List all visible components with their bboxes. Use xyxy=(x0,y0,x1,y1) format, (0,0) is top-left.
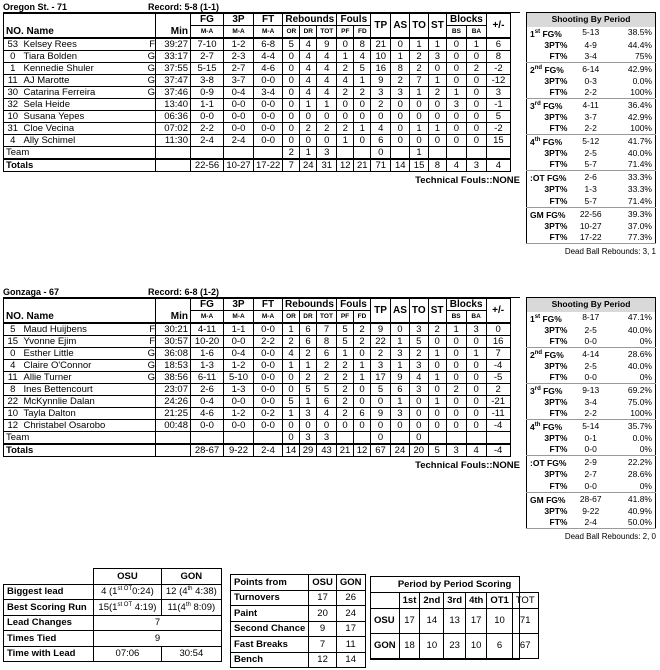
technical-fouls: Technical Fouls::NONE xyxy=(415,460,520,471)
best-run-row: Best Scoring Run $15(1^{st OT}$ 4:19) 11(4th 8:09) xyxy=(4,600,222,616)
player-row: 8 Ines Bettencourt 23:07 2-6 1-3 0-0 0 5 5 2 0 5 6 3 0 2 0 2 xyxy=(4,384,511,396)
period-fg-row: :OT FG% 2-9 22.2% xyxy=(527,456,656,469)
points-from-table: Points from OSU GON Turnovers 17 26 Paint 20 24 Second Chance 9 17 Fast Breaks 7 11 Bench 12 14 xyxy=(230,574,366,668)
player-row: 0 Esther Little G 36:08 1-6 0-4 0-0 4 2 6 1 0 2 3 2 1 0 1 7 xyxy=(4,348,511,360)
period-fg-row: 3rd FG% 9-13 69.2% xyxy=(527,383,656,396)
player-row: 10 Susana Yepes 06:36 0-0 0-0 0-0 0 0 0 0 0 0 0 0 0 0 0 5 xyxy=(4,111,511,123)
times-tied-row: Times Tied 9 xyxy=(4,631,222,647)
period-fg-row: GM FG% 22-56 39.3% xyxy=(527,207,656,220)
player-row: 4 Claire O'Connor G 18:53 1-3 1-2 0-0 1 1 2 2 1 3 1 3 0 0 0 -4 xyxy=(4,360,511,372)
player-row: 4 Ally Schimel 11:30 2-4 2-4 0-0 0 0 0 1 0 6 0 0 0 0 0 15 xyxy=(4,135,511,147)
period-fg-row: GM FG% 28-67 41.8% xyxy=(527,492,656,505)
period-fg-row: 2nd FG% 6-14 42.9% xyxy=(527,62,656,75)
header-row: NO. Name Min FG 3P FT Rebounds Fouls TP AS TO ST Blocks +/- xyxy=(4,14,511,26)
totals-row: Totals 28-67 9-22 2-4 14 29 43 21 12 67 24 20 5 3 4 -4 xyxy=(4,444,511,457)
player-row: 10 Tayla Dalton 21:25 4-6 1-2 0-2 1 3 4 2 6 9 3 0 0 0 0 -11 xyxy=(4,408,511,420)
player-row: 30 Catarina Ferreira G 37:46 0-9 0-4 3-4 0 4 4 2 2 3 3 1 2 1 0 3 xyxy=(4,87,511,99)
player-row: 11 Allie Turner G 38:56 6-11 5-10 0-0 0 2 2 2 1 17 9 4 1 0 0 -5 xyxy=(4,372,511,384)
shooting-by-period-gonzaga xyxy=(526,297,656,541)
totals-row: Totals 22-56 10-27 17-22 7 24 31 12 21 71 14 15 8 4 3 4 xyxy=(4,159,511,172)
sbp-title: Shooting By Period xyxy=(527,298,656,312)
period-scoring-box xyxy=(370,576,535,660)
period-fg-row: 3rd FG% 4-11 36.4% xyxy=(527,98,656,111)
dead-ball-rebounds: Dead Ball Rebounds: 2, 0 xyxy=(564,531,656,541)
period-fg-row: :OT FG% 2-6 33.3% xyxy=(527,171,656,184)
time-with-lead-row: Time with Lead 07:06 30:54 xyxy=(4,646,222,662)
team-header xyxy=(3,2,520,13)
box-score-table: NO. Name Min FG 3P FT Rebounds Fouls TP AS TO ST Blocks +/- M-A M-A M-A OR DR TOT PF FD BS BA 53 Kelsey Rees F 39:27 7-10 1-2 6-8 5 4 9 0 8 21 0 1 1 0 1 6 0 Tiara Bolden G 33:17 2-7 2-3 4-4 0 4 4 1 4 10 1 2 3 0 0 8 1 Kennedie Shuler G 37:55 5-15 2-7 4-6 0 4 4 2 5 16 8 2 0 0 2 -2 11 AJ Marotte G 37:47 3-8 3-7 0-0 0 4 4 4 1 9 2 7 1 0 0 -12 30 Catarina Ferreira G 37:46 0-9 0-4 3-4 0 4 4 2 2 3 3 1 2 1 0 3 32 Sela Heide 13:40 1-1 0-0 0-0 0 1 1 0 0 2 0 0 0 3 0 -1 10 Susana Yepes 06:36 0-0 0-0 0-0 0 0 0 0 0 0 0 0 0 0 0 5 31 Cloe Vecina 07:02 2-2 0-0 0-0 0 2 2 2 1 4 0 1 1 0 0 -2 4 Ally Schimel 11:30 2-4 2-4 0-0 0 0 0 1 0 6 0 0 0 0 0 15 Team 2 1 3 0 1 Totals 22-56 10-27 17-22 7 24 31 12 21 71 14 15 8 4 3 4 xyxy=(3,13,511,172)
points-from-row: Second Chance 9 17 xyxy=(231,621,366,637)
team-row: Team 2 1 3 0 1 xyxy=(4,147,511,160)
player-row: 12 Christabel Osarobo 00:48 0-0 0-0 0-0 0 0 0 0 0 0 0 0 0 0 0 -4 xyxy=(4,420,511,432)
team-section-osu xyxy=(3,2,520,186)
biggest-lead-row: Biggest lead 4 $(1^{st OT}0:24)$ 12 (4th 4:38) xyxy=(4,584,222,600)
osu-col-header: OSU xyxy=(94,569,162,585)
lead-changes-row: Lead Changes 7 xyxy=(4,615,222,631)
period-fg-row: 2nd FG% 4-14 28.6% xyxy=(527,347,656,360)
player-row: 15 Yvonne Ejim F 30:57 10-20 0-0 2-2 2 6 8 5 2 22 1 5 0 0 0 16 xyxy=(4,336,511,348)
period-fg-row: 1st FG% 5-13 38.5% xyxy=(527,27,656,40)
points-from-row: Fast Breaks 7 11 xyxy=(231,637,366,653)
shooting-by-period-table: Shooting By Period 1st FG% 5-13 38.5% 3PT% 4-9 44.4% FT% 3-4 75% 2nd FG% 6-14 42.9% 3PT% 0-3 0.0% FT% 2-2 100% 3rd FG% 4-11 36.4% 3PT% 3-7 42.9% FT% 2-2 100% 4th FG% 5-12 41.7% 3PT% 2-5 40.0% FT% 5-7 71.4% :OT FG% 2-6 33.3% 3PT% 1-3 33.3% FT% 5-7 71.4% GM FG% 22-56 39.3% 3PT% 10-27 37.0% FT% 17-22 77.3% xyxy=(526,12,656,244)
box-score-table: NO. Name Min FG 3P FT Rebounds Fouls TP AS TO ST Blocks +/- M-A M-A M-A OR DR TOT PF FD BS BA 5 Maud Huijbens F 30:21 4-11 1-1 0-0 1 6 7 5 2 9 0 3 2 1 3 0 15 Yvonne Ejim F 30:57 10-20 0-0 2-2 2 6 8 5 2 22 1 5 0 0 0 16 0 Esther Little G 36:08 1-6 0-4 0-0 4 2 6 1 0 2 3 2 1 0 1 7 4 Claire O'Connor G 18:53 1-3 1-2 0-0 1 1 2 2 1 3 1 3 0 0 0 -4 11 Allie Turner G 38:56 6-11 5-10 0-0 0 2 2 2 1 17 9 4 1 0 0 -5 8 Ines Bettencourt 23:07 2-6 1-3 0-0 0 5 5 2 0 5 6 3 0 2 0 2 22 McKynnlie Dalan 24:26 0-4 0-0 0-0 5 1 6 2 0 0 1 0 1 0 0 -21 10 Tayla Dalton 21:25 4-6 1-2 0-2 1 3 4 2 6 9 3 0 0 0 0 -11 12 Christabel Osarobo 00:48 0-0 0-0 0-0 0 0 0 0 0 0 0 0 0 0 0 -4 Team 0 3 3 0 0 Totals 28-67 9-22 2-4 14 29 43 21 12 67 24 20 5 3 4 -4 xyxy=(3,298,511,457)
shooting-by-period-table: Shooting By Period 1st FG% 8-17 47.1% 3PT% 2-5 40.0% FT% 0-0 0% 2nd FG% 4-14 28.6% 3PT% 2-5 40.0% FT% 0-0 0% 3rd FG% 9-13 69.2% 3PT% 3-4 75.0% FT% 2-2 100% 4th FG% 5-14 35.7% 3PT% 0-1 0.0% FT% 0-0 0% :OT FG% 2-9 22.2% 3PT% 2-7 28.6% FT% 0-0 0% GM FG% 28-67 41.8% 3PT% 9-22 40.9% FT% 2-4 50.0% xyxy=(526,297,656,529)
shooting-by-period-osu xyxy=(526,12,656,256)
player-row: 31 Cloe Vecina 07:02 2-2 0-0 0-0 0 2 2 2 1 4 0 1 1 0 0 -2 xyxy=(4,123,511,135)
team-section-gonzaga xyxy=(3,287,520,471)
points-from-row: Bench 12 14 xyxy=(231,652,366,668)
game-summary-table xyxy=(3,568,222,662)
player-row: 0 Tiara Bolden G 33:17 2-7 2-3 4-4 0 4 4 1 4 10 1 2 3 0 0 8 xyxy=(4,51,511,63)
period-fg-row: 4th FG% 5-12 41.7% xyxy=(527,135,656,148)
team-record: Record: 6-8 (1-2) xyxy=(148,287,220,297)
player-row: 1 Kennedie Shuler G 37:55 5-15 2-7 4-6 0 4 4 2 5 16 8 2 0 0 2 -2 xyxy=(4,63,511,75)
player-row: 53 Kelsey Rees F 39:27 7-10 1-2 6-8 5 4 9 0 8 21 0 1 1 0 1 6 xyxy=(4,38,511,51)
team-row: Team 0 3 3 0 0 xyxy=(4,432,511,445)
sbp-title: Shooting By Period xyxy=(527,13,656,27)
dead-ball-rebounds: Dead Ball Rebounds: 3, 1 xyxy=(564,246,656,256)
technical-fouls: Technical Fouls::NONE xyxy=(415,175,520,186)
gon-col-header: GON xyxy=(161,569,221,585)
period-fg-row: 1st FG% 8-17 47.1% xyxy=(527,312,656,325)
points-from-row: Paint 20 24 xyxy=(231,606,366,622)
period-score-row: GON 18 10 23 10 6 67 xyxy=(371,633,538,658)
player-row: 22 McKynnlie Dalan 24:26 0-4 0-0 0-0 5 1 6 2 0 0 1 0 1 0 0 -21 xyxy=(4,396,511,408)
team-title: Oregon St. - 71 xyxy=(3,2,68,12)
team-record: Record: 5-8 (1-1) xyxy=(148,2,220,12)
player-row: 32 Sela Heide 13:40 1-1 0-0 0-0 0 1 1 0 0 2 0 0 0 3 0 -1 xyxy=(4,99,511,111)
player-row: 11 AJ Marotte G 37:47 3-8 3-7 0-0 0 4 4 4 1 9 2 7 1 0 0 -12 xyxy=(4,75,511,87)
period-fg-row: 4th FG% 5-14 35.7% xyxy=(527,420,656,433)
period-scoring-table: Period by Period Scoring 1st 2nd 3rd 4th OT1 TOT OSU 17 14 13 17 10 71 GON 18 10 23 10 6 67 xyxy=(371,577,539,659)
points-from-row: Turnovers 17 26 xyxy=(231,590,366,606)
team-header xyxy=(3,287,520,298)
period-score-row: OSU 17 14 13 17 10 71 xyxy=(371,608,538,633)
header-row: NO. Name Min FG 3P FT Rebounds Fouls TP AS TO ST Blocks +/- xyxy=(4,299,511,311)
team-title: Gonzaga - 67 xyxy=(3,287,60,297)
player-row: 5 Maud Huijbens F 30:21 4-11 1-1 0-0 1 6 7 5 2 9 0 3 2 1 3 0 xyxy=(4,323,511,336)
